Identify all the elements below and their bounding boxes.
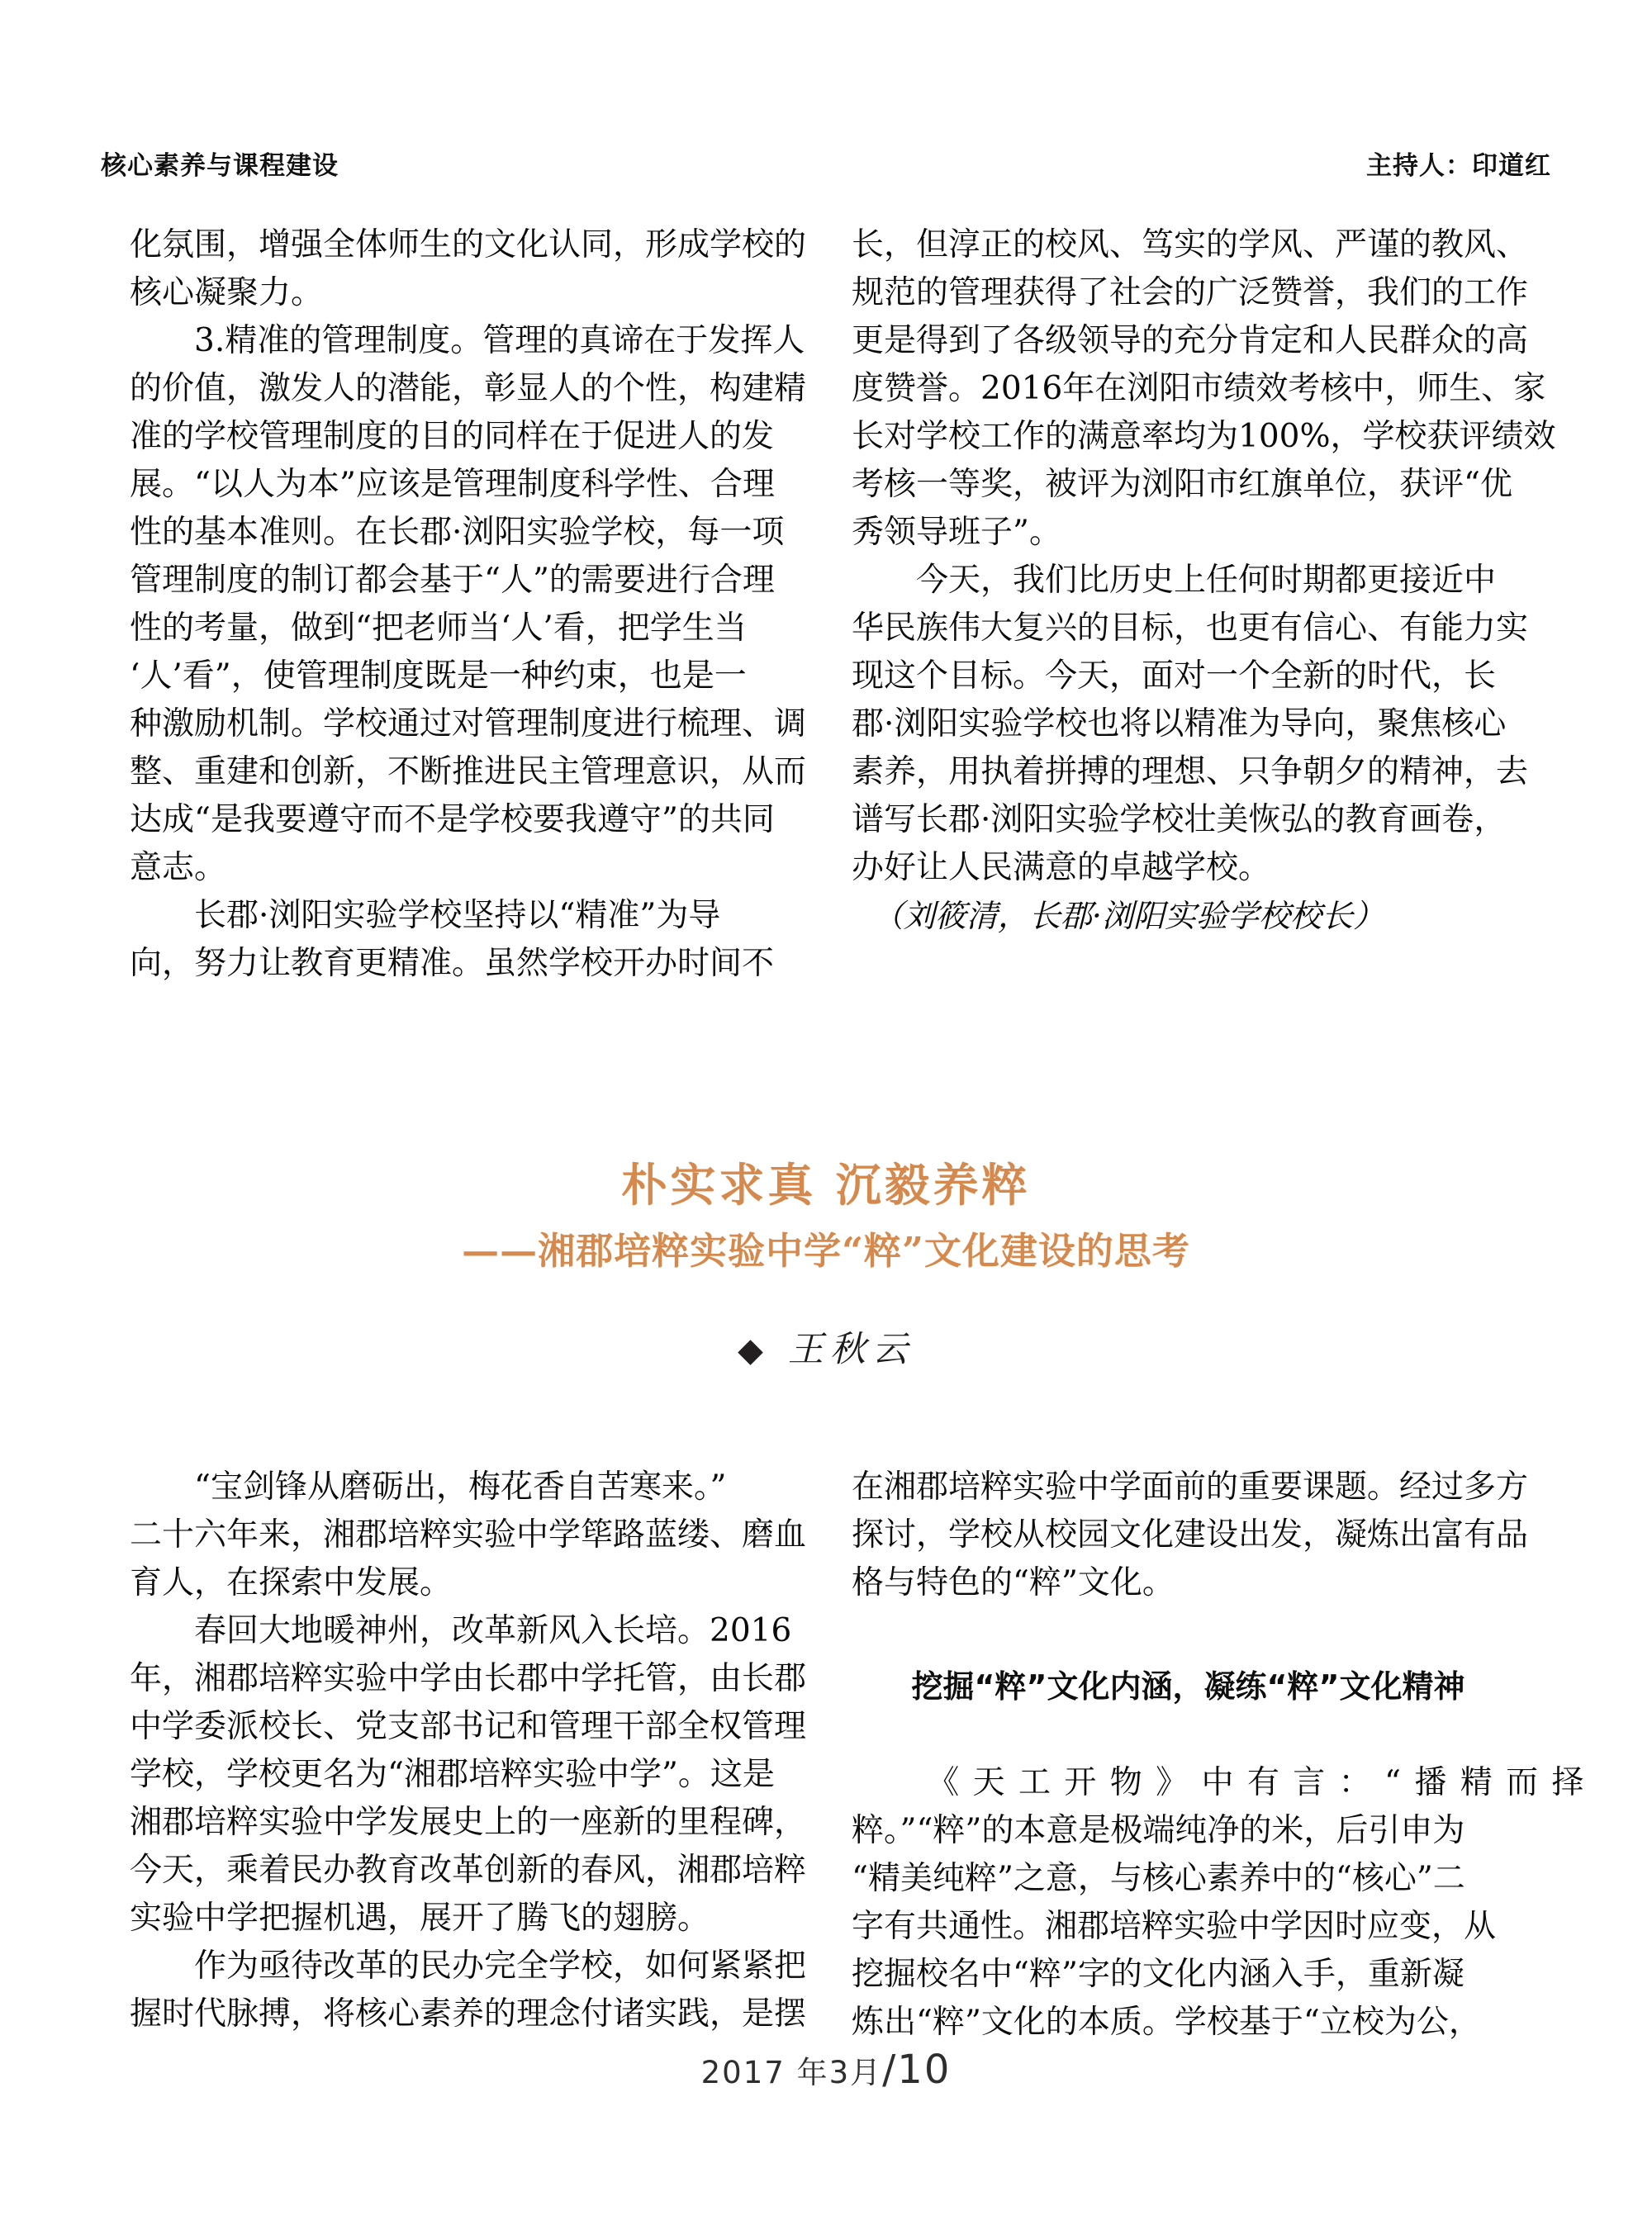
text-line: 探讨，学校从校园文化建设出发，凝炼出富有品 [852, 1516, 1529, 1554]
text-line: 字有共通性。湘郡培粹实验中学因时应变，从 [852, 1908, 1497, 1945]
text-line: 格与特色的“粹”文化。 [852, 1564, 1175, 1601]
new-article-right-para2 [852, 1759, 1597, 2047]
header-column-topic: 核心素养与课程建设 [101, 151, 339, 181]
text-line: 性的基本准则。在长郡·浏阳实验学校，每一项 [130, 514, 785, 551]
text-line: “宝剑锋从磨砺出，梅花香自苦寒来。” [130, 1468, 727, 1506]
text-line: 秀领导班子”。 [852, 514, 1061, 551]
text-line: 向，努力让教育更精准。虽然学校开办时间不 [130, 945, 775, 982]
diamond-icon: ◆ [738, 1331, 763, 1369]
text-line: 育人，在探索中发展。 [130, 1564, 453, 1601]
text-line: 达成“是我要遵守而不是学校要我遵守”的共同 [130, 801, 775, 838]
text-line: 准的学校管理制度的目的同样在于促进人的发 [130, 418, 775, 455]
text-line: 学校，学校更名为“湘郡培粹实验中学”。这是 [130, 1756, 775, 1793]
text-line: 3.精准的管理制度。管理的真谛在于发挥人 [130, 322, 805, 359]
author-name: 王秋云 [787, 1329, 914, 1370]
prev-article-left-column [130, 221, 807, 988]
text-line: 性的考量，做到“把老师当‘人’看，把学生当 [130, 610, 747, 647]
text-line: 展。“以人为本”应该是管理制度科学性、合理 [130, 466, 775, 503]
text-line: 长郡·浏阳实验学校坚持以“精准”为导 [130, 897, 721, 934]
text-line: 整、重建和创新，不断推进民主管理意识，从而 [130, 753, 807, 790]
text-line: 长，但淳正的校风、笃实的学风、严谨的教风、 [852, 226, 1529, 263]
section-heading: 挖掘“粹”文化内涵，凝练“粹”文化精神 [911, 1668, 1465, 1705]
text-line: 二十六年来，湘郡培粹实验中学筚路蓝缕、磨血 [130, 1516, 807, 1554]
text-line: 挖掘校名中“粹”字的文化内涵入手，重新凝 [852, 1956, 1464, 1993]
new-article-left-column [130, 1464, 807, 2038]
prev-article-right-column [852, 221, 1556, 940]
text-line: 年，湘郡培粹实验中学由长郡中学托管，由长郡 [130, 1660, 807, 1697]
text-line: 现这个目标。今天，面对一个全新的时代，长 [852, 657, 1497, 695]
text-line: 的价值，激发人的潜能，彰显人的个性，构建精 [130, 370, 807, 407]
text-line: 更是得到了各级领导的充分肯定和人民群众的高 [852, 322, 1529, 359]
new-article-right-para1 [852, 1464, 1529, 1607]
text-line: 粹。”“粹”的本意是极端纯净的米，后引申为 [852, 1812, 1465, 1849]
text-line: 春回大地暖神州，改革新风入长培。2016 [130, 1612, 792, 1649]
text-line: “精美纯粹”之意，与核心素养中的“核心”二 [852, 1860, 1465, 1897]
text-line: 素养，用执着拼搏的理想、只争朝夕的精神，去 [852, 753, 1529, 790]
text-line: 实验中学把握机遇，展开了腾飞的翅膀。 [130, 1900, 710, 1937]
text-line: 化氛围，增强全体师生的文化认同，形成学校的 [130, 226, 807, 263]
text-line: 作为亟待改革的民办完全学校，如何紧紧把 [130, 1947, 807, 1985]
text-line: ‘人’看”，使管理制度既是一种约束，也是一 [130, 657, 747, 695]
text-line: 度赞誉。2016年在浏阳市绩效考核中，师生、家 [852, 370, 1546, 407]
text-line: 今天，我们比历史上任何时期都更接近中 [852, 562, 1497, 599]
article-subtitle: ——湘郡培粹实验中学“粹”文化建设的思考 [462, 1229, 1190, 1273]
text-line: 管理制度的制订都会基于“人”的需要进行合理 [130, 562, 775, 599]
text-line: 谱写长郡·浏阳实验学校壮美恢弘的教育画卷， [852, 801, 1507, 838]
text-line: 种激励机制。学校通过对管理制度进行梳理、调 [130, 705, 807, 742]
text-line: 核心凝聚力。 [130, 274, 324, 311]
text-line: 今天，乘着民办教育改革创新的春风，湘郡培粹 [130, 1852, 807, 1889]
text-line: 湘郡培粹实验中学发展史上的一座新的里程碑， [130, 1804, 807, 1841]
footer-page-number: /10 [882, 2047, 952, 2093]
text-line: 《天工开物》中有言：“播精而择 [852, 1764, 1597, 1801]
new-article-right-column [852, 1464, 1597, 2047]
text-line: 握时代脉搏，将核心素养的理念付诸实践，是摆 [130, 1995, 807, 2033]
footer-date: 2017 年3月 [700, 2055, 883, 2090]
text-line: 在湘郡培粹实验中学面前的重要课题。经过多方 [852, 1468, 1529, 1506]
article-title: 朴实求真 沉毅养粹 [621, 1158, 1031, 1212]
text-line: 意志。 [130, 849, 227, 886]
text-line: 郡·浏阳实验学校也将以精准为导向，聚焦核心 [852, 705, 1507, 742]
article-byline [0, 1325, 1652, 1375]
header-host-name: 主持人：印道红 [1366, 151, 1551, 181]
page-footer [0, 2047, 1652, 2093]
text-line: 华民族伟大复兴的目标，也更有信心、有能力实 [852, 610, 1529, 647]
text-line: 炼出“粹”文化的本质。学校基于“立校为公， [852, 2004, 1481, 2041]
text-line: 中学委派校长、党支部书记和管理干部全权管理 [130, 1708, 807, 1745]
text-line: 考核一等奖，被评为浏阳市红旗单位，获评“优 [852, 466, 1512, 503]
text-line: （刘筱清，长郡·浏阳实验学校校长） [871, 898, 1384, 934]
text-line: 规范的管理获得了社会的广泛赞誉，我们的工作 [852, 274, 1529, 311]
text-line: 办好让人民满意的卓越学校。 [852, 849, 1271, 886]
text-line: 长对学校工作的满意率均为100%，学校获评绩效 [852, 418, 1556, 455]
